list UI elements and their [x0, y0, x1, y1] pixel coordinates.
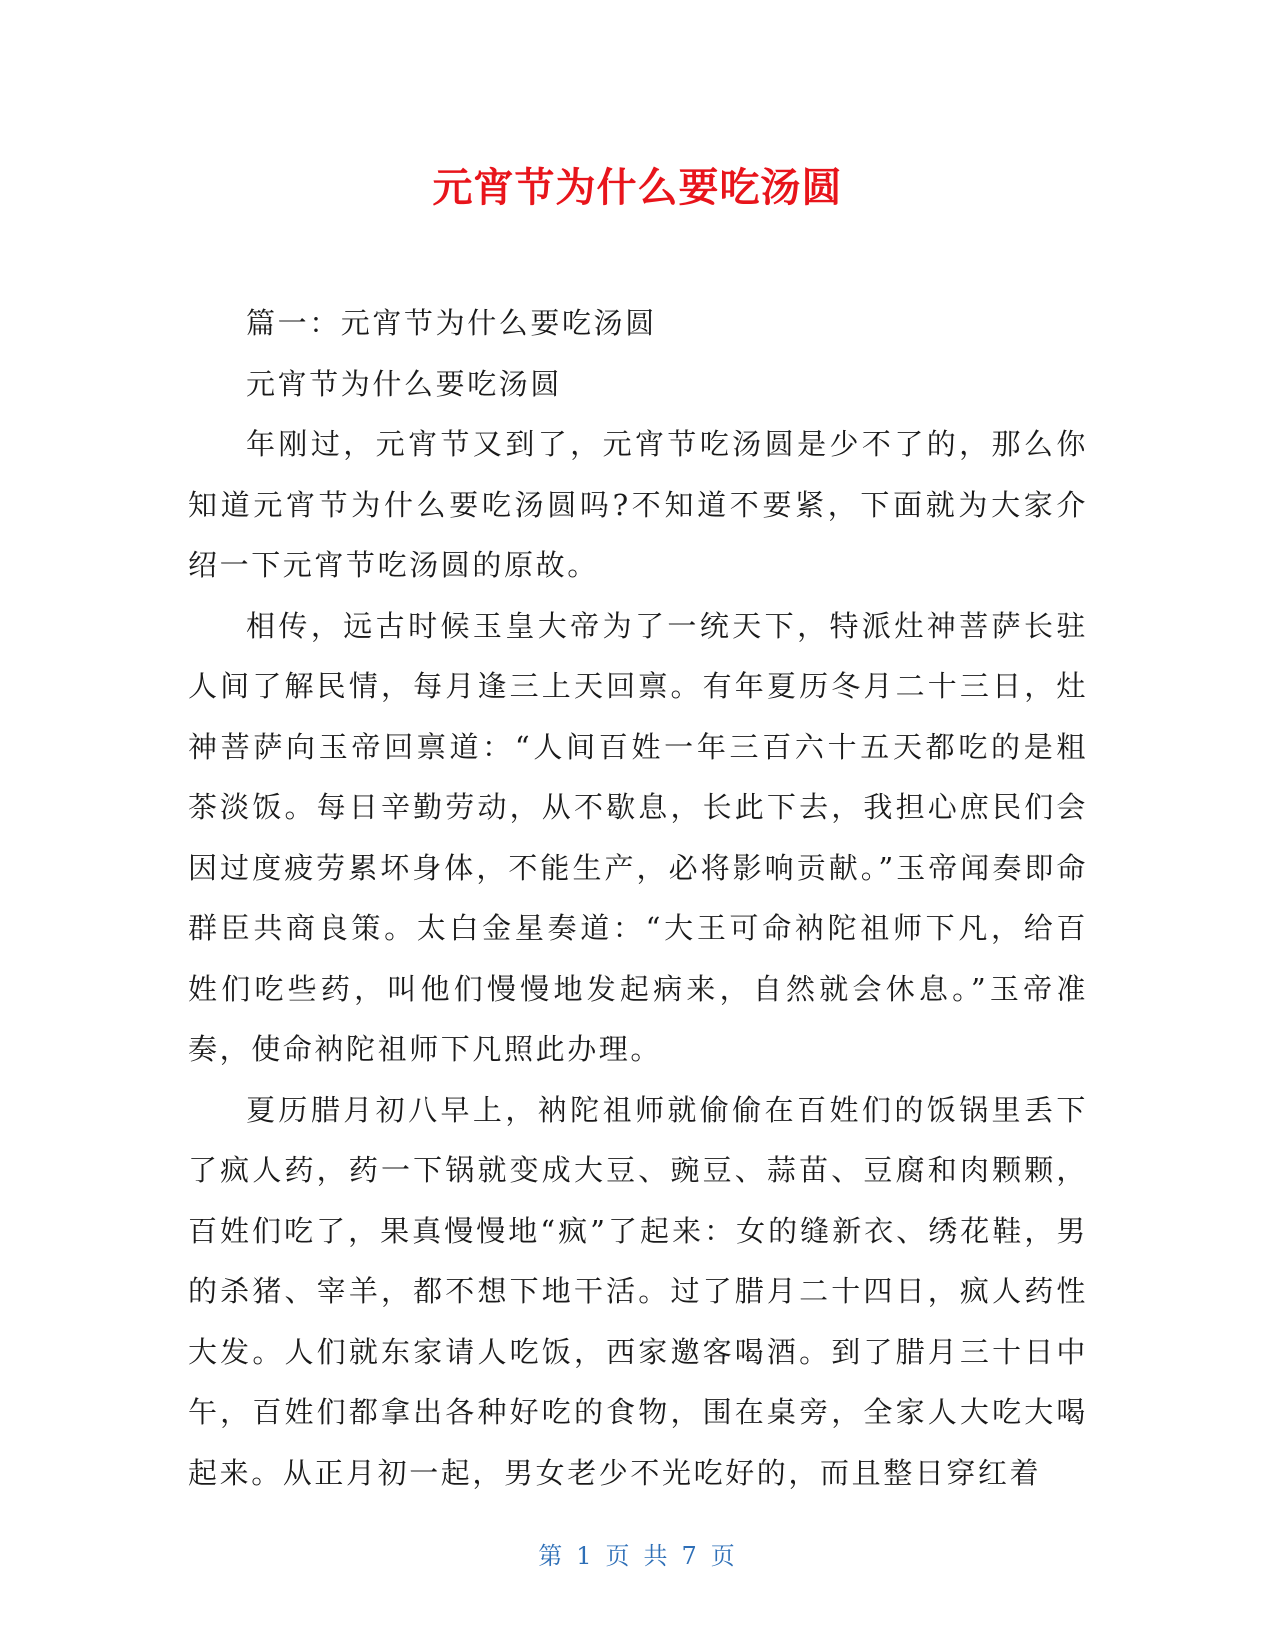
- paragraph-story: 夏历腊月初八早上，衲陀祖师就偷偷在百姓们的饭锅里丢下了疯人药，药一下锅就变成大豆、豌豆、蒜苗、豆腐和肉颗颗，百姓们吃了，果真慢慢地“疯”了起来：女的缝新衣、绣花鞋，男的杀猪、宰羊，都不想下地干活。过了腊月二十四日，疯人药性大发。人们就东家请人吃饭，西家邀客喝酒。到了腊月三十日中午，百姓们都拿出各种好吃的食物，围在桌旁，全家人大吃大喝起来。从正月初一起，男女老少不光吃好的，而且整日穿红着: [188, 1092, 1088, 1490]
- paragraph-intro: 年刚过，元宵节又到了，元宵节吃汤圆是少不了的，那么你知道元宵节为什么要吃汤圆吗?不知道不要紧，下面就为大家介绍一下元宵节吃汤圆的原故。: [188, 427, 1088, 582]
- footer-total-pages: 7: [681, 1542, 699, 1570]
- footer-total-label: 共: [643, 1542, 670, 1570]
- footer-suffix: 页: [710, 1542, 737, 1570]
- page-footer: [0, 1540, 1275, 1572]
- footer-page-unit: 页: [605, 1542, 632, 1570]
- article-heading: 元宵节为什么要吃汤圆: [246, 366, 563, 401]
- footer-prefix: 第: [538, 1542, 565, 1570]
- document-title: 元宵节为什么要吃汤圆: [432, 165, 843, 211]
- footer-current-page: 1: [576, 1542, 594, 1570]
- document-body: [188, 293, 1088, 1503]
- paragraph-legend: 相传，远古时候玉皇大帝为了一统天下，特派灶神菩萨长驻人间了解民情，每月逢三上天回禀。有年夏历冬月二十三日，灶神菩萨向玉帝回禀道：“人间百姓一年三百六十五天都吃的是粗茶淡饭。每日辛勤劳动，从不歇息，长此下去，我担心庶民们会因过度疲劳累坏身体，不能生产，必将影响贡献。”玉帝闻奏即命群臣共商良策。太白金星奏道：“大王可命衲陀祖师下凡，给百姓们吃些药，叫他们慢慢地发起病来，自然就会休息。”玉帝准奏，使命衲陀祖师下凡照此办理。: [188, 608, 1088, 1066]
- section-heading: 篇一：元宵节为什么要吃汤圆: [246, 306, 657, 340]
